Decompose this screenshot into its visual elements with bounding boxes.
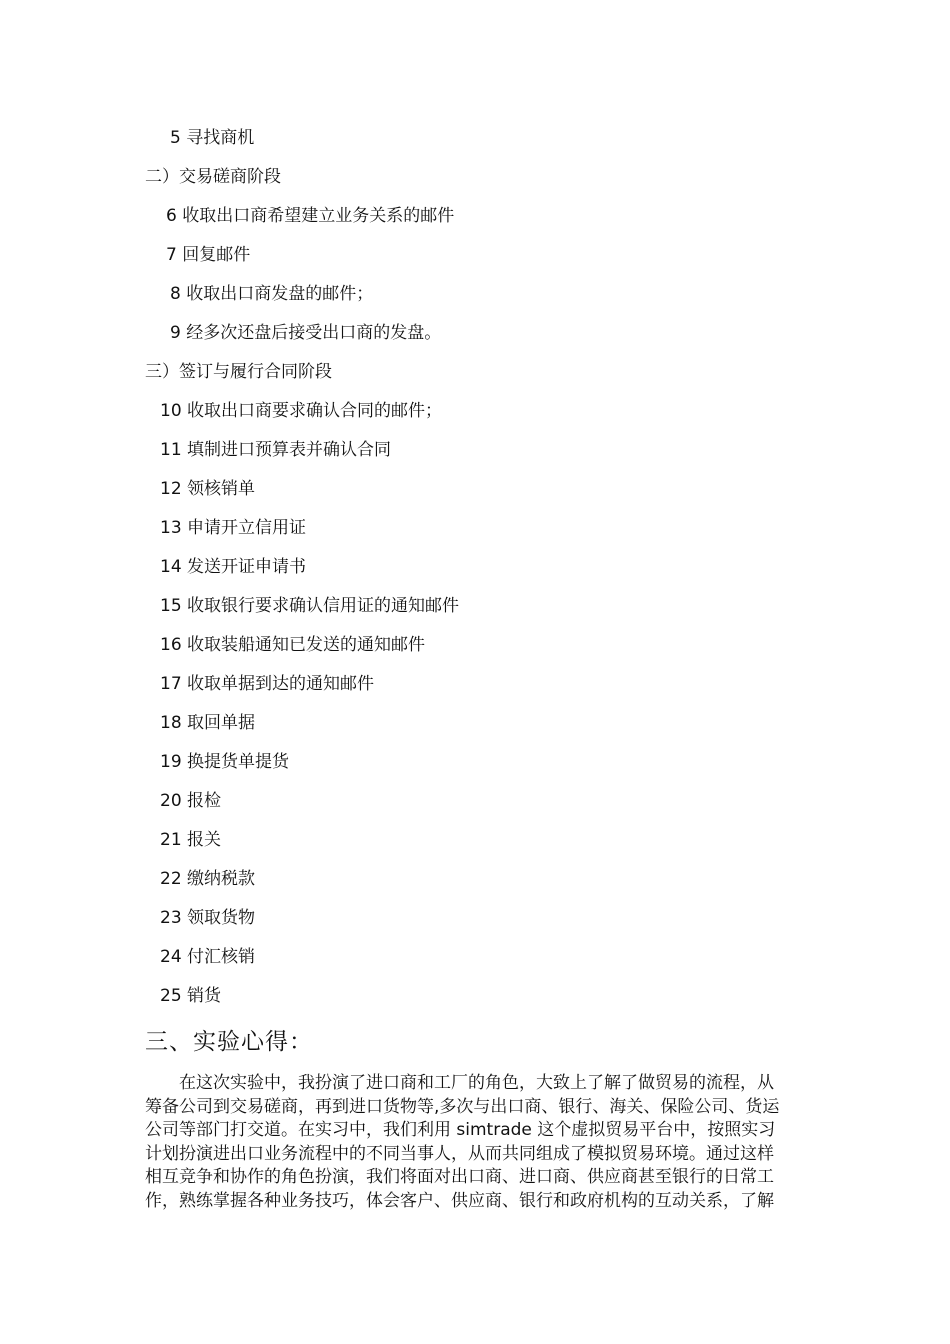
paragraph-line: 筹备公司到交易磋商，再到进口货物等,多次与出口商、银行、海关、保险公司、货运 bbox=[145, 1096, 780, 1117]
step-14: 14 发送开证申请书 bbox=[160, 557, 307, 577]
paragraph-line: 在这次实验中，我扮演了进口商和工厂的角色，大致上了解了做贸易的流程，从 bbox=[179, 1073, 774, 1093]
step-15: 15 收取银行要求确认信用证的通知邮件 bbox=[160, 596, 460, 616]
step-7: 7 回复邮件 bbox=[166, 245, 251, 265]
step-22: 22 缴纳税款 bbox=[160, 869, 256, 889]
step-17: 17 收取单据到达的通知邮件 bbox=[160, 674, 375, 694]
paragraph-line: 作，熟练掌握各种业务技巧，体会客户、供应商、银行和政府机构的互动关系，了解 bbox=[145, 1190, 774, 1211]
stage-2-heading: 二）交易磋商阶段 bbox=[145, 167, 281, 187]
step-25: 25 销货 bbox=[160, 986, 222, 1006]
experience-paragraph bbox=[145, 1072, 805, 1213]
step-6: 6 收取出口商希望建立业务关系的邮件 bbox=[166, 206, 455, 226]
step-13: 13 申请开立信用证 bbox=[160, 518, 307, 538]
step-12: 12 领核销单 bbox=[160, 479, 256, 499]
step-10: 10 收取出口商要求确认合同的邮件； bbox=[160, 401, 443, 421]
paragraph-line: 公司等部门打交道。在实习中，我们利用 simtrade 这个虚拟贸易平台中，按照实习 bbox=[145, 1120, 776, 1140]
step-23: 23 领取货物 bbox=[160, 908, 256, 928]
step-16: 16 收取装船通知已发送的通知邮件 bbox=[160, 635, 426, 655]
step-9: 9 经多次还盘后接受出口商的发盘。 bbox=[170, 323, 442, 343]
step-11: 11 填制进口预算表并确认合同 bbox=[160, 440, 392, 460]
paragraph-line: 计划扮演进出口业务流程中的不同当事人，从而共同组成了模拟贸易环境。通过这样 bbox=[145, 1143, 774, 1164]
step-21: 21 报关 bbox=[160, 830, 222, 850]
step-8: 8 收取出口商发盘的邮件； bbox=[170, 284, 374, 304]
stage-3-heading: 三）签订与履行合同阶段 bbox=[145, 362, 332, 382]
paragraph-line: 相互竞争和协作的角色扮演，我们将面对出口商、进口商、供应商甚至银行的日常工 bbox=[145, 1167, 774, 1187]
step-5: 5 寻找商机 bbox=[170, 128, 255, 148]
step-19: 19 换提货单提货 bbox=[160, 752, 290, 772]
step-24: 24 付汇核销 bbox=[160, 947, 256, 967]
step-18: 18 取回单据 bbox=[160, 713, 256, 733]
section-heading-experience: 三、实验心得： bbox=[145, 1029, 313, 1055]
step-20: 20 报检 bbox=[160, 791, 222, 811]
